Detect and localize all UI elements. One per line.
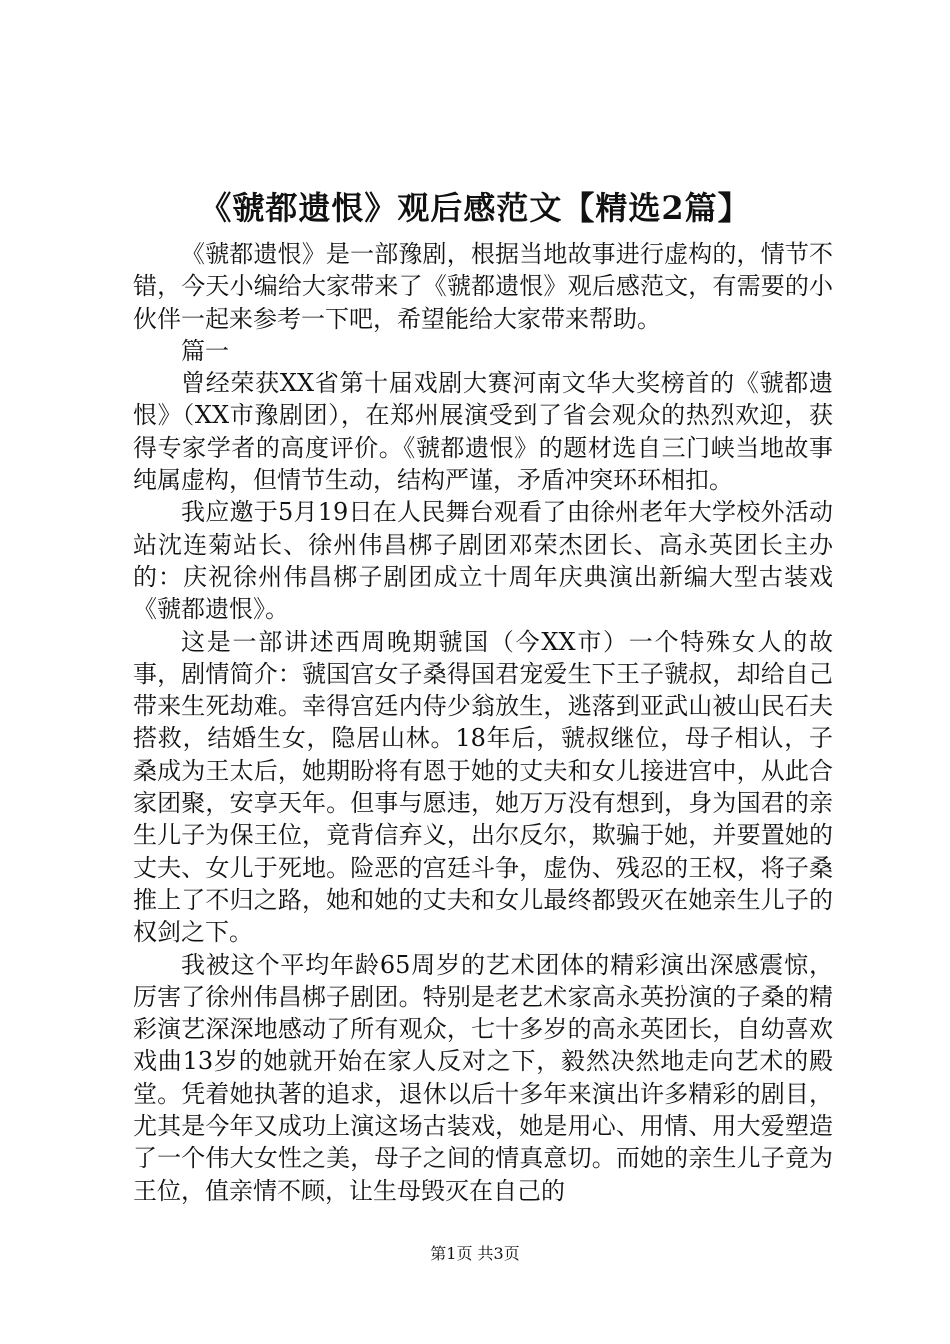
paragraph: 我应邀于5月19日在人民舞台观看了由徐州老年大学校外活动站沈连菊站长、徐州伟昌梆子剧团邓荣杰团长、高永英团长主办的：庆祝徐州伟昌梆子剧团成立十周年庆典演出新编大型古装戏《虢都遗恨》。 (133, 498, 833, 624)
document-body (133, 238, 833, 1207)
document-title: 《虢都遗恨》观后感范文【精选2篇】 (199, 189, 751, 227)
paragraph: 我被这个平均年龄65周岁的艺术团体的精彩演出深感震惊，厉害了徐州伟昌梆子剧团。特别是老艺术家高永英扮演的子桑的精彩演艺深深地感动了所有观众，七十多岁的高永英团长，自幼喜欢戏曲13岁的她就开始在家人反对之下，毅然决然地走向艺术的殿堂。凭着她执著的追求，退休以后十多年来演出许多精彩的剧目，尤其是今年又成功上演这场古装戏，她是用心、用情、用大爱塑造了一个伟大女性之美，母子之间的情真意切。而她的亲生儿子竟为王位，值亲情不顾，让生母毁灭在自己的 (133, 950, 833, 1205)
paragraph: 曾经荣获XX省第十届戏剧大赛河南文华大奖榜首的《虢都遗恨》（XX市豫剧团），在郑州展演受到了省会观众的热烈欢迎，获得专家学者的高度评价。《虢都遗恨》的题材选自三门峡当地故事纯属虚构，但情节生动，结构严谨，矛盾冲突环环相扣。 (133, 369, 833, 495)
paragraph-intro: 《虢都遗恨》是一部豫剧，根据当地故事进行虚构的，情节不错，今天小编给大家带来了《虢都遗恨》观后感范文，有需要的小伙伴一起来参考一下吧，希望能给大家带来帮助。 (133, 240, 833, 333)
paragraph: 这是一部讲述西周晚期虢国（今XX市）一个特殊女人的故事，剧情简介：虢国宫女子桑得国君宠爱生下王子虢叔，却给自己带来生死劫难。幸得宫廷内侍少翁放生，逃落到亚武山被山民石夫搭救，结婚生女，隐居山林。18年后，虢叔继位，母子相认，子桑成为王太后，她期盼将有恩于她的丈夫和女儿接进宫中，从此合家团聚，安享天年。但事与愿违，她万万没有想到，身为国君的亲生儿子为保王位，竟背信弃义，出尔反尔，欺骗于她，并要置她的丈夫、女儿于死地。险恶的宫廷斗争，虚伪、残忍的王权，将子桑推上了不归之路，她和她的丈夫和女儿最终都毁灭在她亲生儿子的权剑之下。 (133, 627, 833, 947)
section-heading: 篇一 (181, 336, 229, 365)
page-footer: 第1页 共3页 (430, 1244, 520, 1263)
